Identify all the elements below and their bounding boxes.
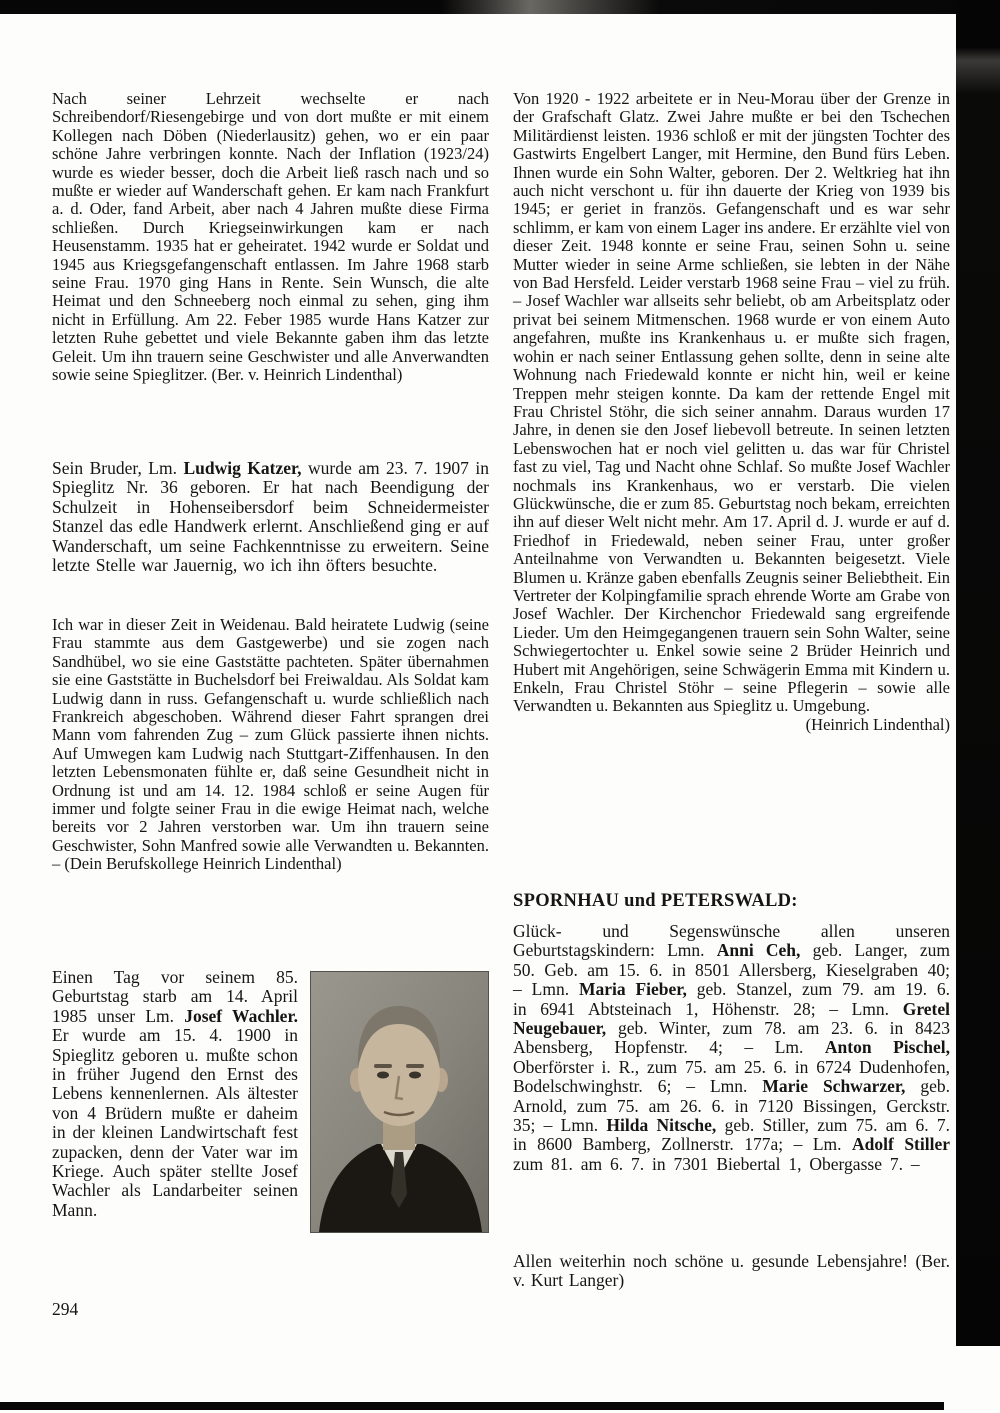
paragraph-hans-katzer-obituary: Nach seiner Lehrzeit wechselte er nach Schreibendorf/Riesengebirge und von dort mußte er mit einem Kollegen nach Döben (Niederlausitz) gehen, wo er ein paar schöne Jahre verbringen konnte. Nach der Inflation (1923/24) wurde es wieder besser, doch die Arbeit ließ rasch nach und so mußte er wieder auf Wanderschaft gehen. Er kam nach Frankfurt a. d. Oder, fand Arbeit, aber nach 4 Jahren mußte diese Firma schließen. Durch Kriegseinwirkungen kam er nach Heusenstamm. 1935 hat er geheiratet. 1942 wurde er Soldat und 1945 aus Kriegsgefangenschaft entlassen. Im Jahre 1968 starb seine Frau. 1970 ging Hans in Rente. Sein Wunsch, die alte Heimat und den Schneeberg noch einmal zu sehen, ging ihm nicht in Erfüllung. Am 22. Feber 1985 wurde Hans Katzer zur letzten Ruhe gebettet und viele Bekannte gaben ihm das letzte Geleit. Um ihn trauern seine Geschwister und alle Anverwandten sowie seine Spieglitzer. (Ber. v. Heinrich Lindenthal) [52, 89, 489, 385]
portrait-image [311, 972, 488, 1232]
scan-edge-bottom [0, 1402, 944, 1410]
page-number: 294 [52, 1299, 79, 1319]
scan-edge-right [956, 0, 1000, 1346]
paragraph-ludwig-katzer-life: Ich war in dieser Zeit in Weidenau. Bald heiratete Ludwig (seine Frau stammte aus dem Gastgewerbe) und sie zogen nach Sandhübel, wo sie eine Gaststätte pachteten. Später übernahmen sie eine Gaststätte in Buchelsdorf bei Freiwaldau. Als Soldat kam Ludwig dann in russ. Gefangenschaft u. wurde schließlich nach Frankreich abgeschoben. Während dieser Fahrt sprangen drei Mann vom fahrenden Zug – zum Glück passierte ihnen nichts. Auf Umwegen kam Ludwig nach Stuttgart-Ziffenhausen. In den letzten Lebensmonaten fühlte er, daß seine Gesundheit nicht in Ordnung ist und am 14. 12. 1984 schloß er seine Augen für immer und folgte seiner Frau in die ewige Heimat nach, welche bereits vor 2 Jahren verstorben war. Um ihn trauern seine Geschwister, Sohn Manfred sowie alle Verwandten u. Bekannten. – (Dein Berufskollege Heinrich Lindenthal) [52, 615, 489, 874]
scan-edge-top [0, 0, 1000, 14]
paragraph-birthday-wishes: Glück- und Segenswünsche allen unseren Geburtstagskindern: Lmn. Anni Ceh, geb. Langer, zum 50. Geb. am 15. 6. in 8501 Allersberg, Kieselgraben 40; – Lmn. Maria Fieber, geb. Stanzel, zum 79. am 19. 6. in 6941 Abtsteinach 1, Höhenstr. 28; – Lmn. Gretel Neugebauer, geb. Winter, zum 78. am 23. 6. in 8423 Abensberg, Hopfenstr. 4; – Lm. Anton Pischel, Oberförster i. R., zum 75. am 25. 6. in 6724 Dudenhofen, Bodelschwinghstr. 6; – Lmn. Marie Schwarzer, geb. Arnold, zum 75. am 26. 6. in 7120 Bissingen, Gerckstr. 35; – Lmn. Hilda Nitsche, geb. Stiller, zum 75. am 6. 7. in 8600 Bamberg, Zollnerstr. 177a; – Lm. Adolf Stiller zum 81. am 6. 7. in 7301 Biebertal 1, Obergasse 7. – [513, 921, 951, 1174]
josef-wachler-intro-text: Einen Tag vor seinem 85. Geburtstag starb am 14. April 1985 unser Lm. Josef Wachler. Er wurde am 15. 4. 1900 in Spieglitz geboren u. mußte schon in früher Jugend den Ernst des Lebens kennenlernen. Als ältester von 4 Brüdern mußte er daheim in der kleinen Landwirtschaft fest zupacken, denn der Vater war im Kriege. Auch später stellte Josef Wachler als Landarbeiter seinen Mann. [52, 967, 298, 1220]
paragraph-josef-wachler-life: Von 1920 - 1922 arbeitete er in Neu-Morau über der Grenze in der Grafschaft Glatz. Zwei Jahre mußte er bei den Tschechen Militärdienst leisten. 1936 schloß er mit der jüngsten Tochter des Gastwirts Engelbert Langer, mit Hermine, den Bund fürs Leben. Ihnen wurde ein Sohn Walter, geboren. Der 2. Weltkrieg hat ihn auch nicht verschont u. für ihn dauerte der Krieg von 1939 bis 1945; er geriet in französ. Gefangenschaft und es war sehr schlimm, er kam von einem Lager ins andere. Er erzählte viel von dieser Zeit. 1948 konnte er seine Frau, seinen Sohn u. seine Mutter wieder in seine Arme schließen, sie lebten in der Nähe von Bad Hersfeld. Leider verstarb 1968 seine Frau – viel zu früh. – Josef Wachler war allseits sehr beliebt, ob am Arbeitsplatz oder privat bei seinem Mitmenschen. 1968 wurde er von einem Auto angefahren, mußte ins Krankenhaus u. er mußte sich fragen, wohin er nach seiner Entlassung gehen sollte, denn in seine alte Wohnung nach Friedewald konnte er nicht hin, weil er keine Treppen mehr steigen konnte. Da kam der rettende Engel mit Frau Christel Stöhr, die sich seiner annahm. Daraus wurden 17 Jahre, in denen sie den Josef liebevoll betreute. In seinen letzten Lebenswochen hat er noch viel gelitten u. das war für Christel fast zu viel, Tag und Nacht ohne Schlaf. So mußte Josef Wachler nochmals ins Krankenhaus, wo er verstarb. Die vielen Glückwünsche, die er zum 85. Geburtstag noch bekam, erreichten ihn auf dieser Welt nicht mehr. Am 17. April d. J. wurde er auf d. Friedhof in Friedewald, neben seiner Frau, unter großer Anteilnahme von Verwandten u. Bekannten beigesetzt. Viele Blumen u. Kränze gaben ebenfalls Zeugnis seiner Beliebtheit. Ein Vertreter der Kolpingfamilie sprach ehrende Worte am Grabe von Josef Wachler. Der Kirchenchor Friedewald sang ergreifende Lieder. Um den Heimgegangenen trauern sein Sohn Walter, seine Schwiegertochter u. Enkel sowie seine 2 Brüder Heinrich und Hubert mit Angehörigen, seine Schwägerin Emma mit Kindern u. Enkeln, Frau Christel Stöhr – seine Pflegerin – sowie alle Verwandten u. Bekannten aus Spieglitz u. Umgebung. (Heinrich Lindenthal) [513, 89, 950, 734]
paragraph-closing-wishes: Allen weiterhin noch schöne u. gesunde Lebensjahre! (Ber. v. Kurt Langer) [513, 1251, 950, 1291]
josef-wachler-portrait-photo [310, 971, 489, 1233]
paragraph-josef-wachler-intro [52, 968, 489, 1238]
section-heading-spornhau-peterswald: SPORNHAU und PETERSWALD: [513, 891, 798, 911]
paragraph-ludwig-katzer-intro: Sein Bruder, Lm. Ludwig Katzer, wurde am 23. 7. 1907 in Spieglitz Nr. 36 geboren. Er hat nach Beendigung der Schulzeit in Hohenseibersdorf beim Schneidermeister Stanzel das edle Handwerk erlernt. Anschließend ging er auf Wanderschaft, um seine Fachkenntnisse zu erweitern. Seine letzte Stelle war Jauernig, wo ich ihn öfters besuchte. [52, 458, 489, 576]
